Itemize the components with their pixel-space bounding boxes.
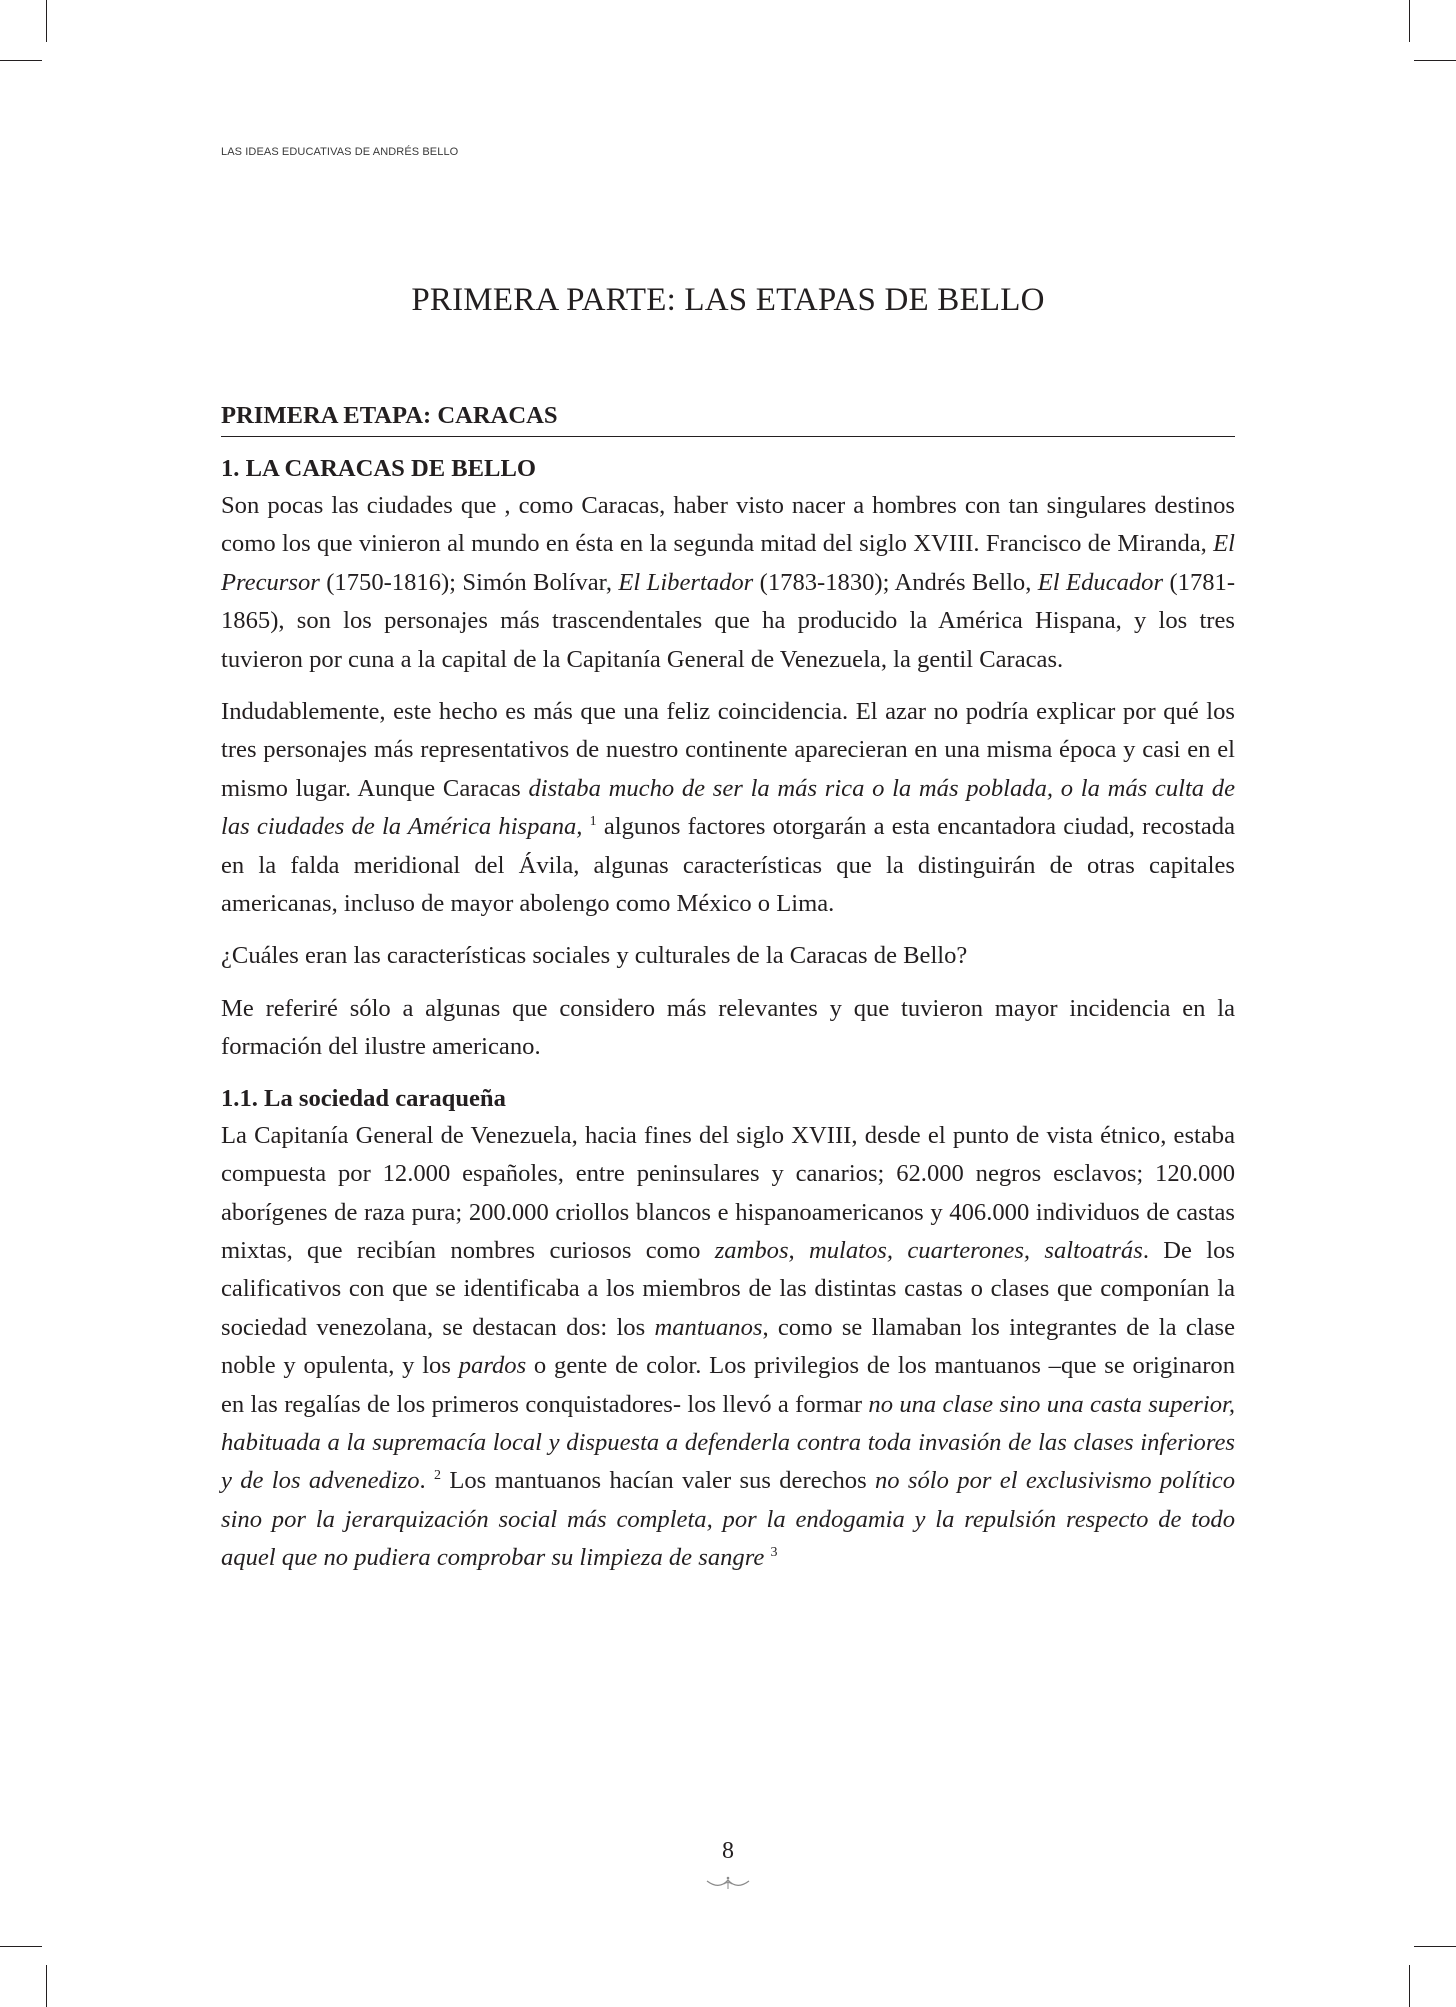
paragraph: La Capitanía General de Venezuela, hacia fines del siglo XVIII, desde el punto de vista étnico, estaba compuesta por 12.000 españoles, entre peninsulares y canarios; 62.000 negros esclavos; 120.000 aborígenes de raza pura; 200.000 criollos blancos e hispanoamericanos y 406.000 individuos de castas mixtas, que recibían nombres curiosos como zambos, mulatos, cuarterones, saltoatrás. De los calificativos con que se identificaba a los miembros de las distintas castas o clases que componían la sociedad venezolana, se destacan dos: los mantuanos, como se llamaban los integrantes de la clase noble y opulenta, y los pardos o gente de color. Los privilegios de los mantuanos –que se originaron en las regalías de los primeros conquistadores- los llevó a formar no una clase sino una casta superior, habituada a la supremacía local y dispuesta a defenderla contra toda invasión de las clases inferiores y de los advenedizo. $^2$ Los mantuanos hacían valer sus derechos no sólo por el exclusivismo político sino por la jerarquización social más completa, por la endogamia y la repulsión respecto de todo aquel que no pudiera comprobar su limpieza de sangre $^3$ <box>221 1121 1236 1572</box>
crop-mark <box>1414 60 1456 61</box>
flourish-ornament-icon <box>705 1875 751 1891</box>
paragraph: Indudablemente, este hecho es más que una feliz coincidencia. El azar no podría explicar por qué los tres personajes más representativos de nuestro continente aparecieran en una misma época y casi en el mismo lugar. Aunque Caracas distaba mucho de ser la más rica o la más poblada, o la más culta de las ciudades de la América hispana, $^1$ algunos factores otorgarán a esta encantadora ciudad, recostada en la falda meridional del Ávila, algunas características que la distinguirán de otras capitales americanas, incluso de mayor abolengo como México o Lima. <box>221 698 1236 918</box>
paragraph: Son pocas las ciudades que , como Caracas, haber visto nacer a hombres con tan singulares destinos como los que vinieron al mundo en ésta en la segunda mitad del siglo XVIII. Francisco de Miranda, El Precursor (1750-1816); Simón Bolívar, El Libertador (1783-1830); Andrés Bello, El Educador (1781-1865), son los personajes más trascendentales que ha producido la América Hispana, y los tres tuvieron por cuna a la capital de la Capitanía General de Venezuela, la gentil Caracas. <box>221 492 1236 673</box>
paragraph: Me referiré sólo a algunas que considero más relevantes y que tuvieron mayor incidencia en la formación del ilustre americano. <box>221 994 1235 1061</box>
crop-mark <box>1409 0 1410 42</box>
crop-mark <box>1414 1946 1456 1947</box>
footnote-ref: 2 <box>434 1468 441 1484</box>
etapa-heading: PRIMERA ETAPA: CARACAS <box>221 398 1235 437</box>
crop-mark <box>46 0 47 42</box>
crop-mark <box>1409 1965 1410 2007</box>
page-body <box>221 398 1235 1592</box>
paragraph: ¿Cuáles eran las características sociales y culturales de la Caracas de Bello? <box>221 942 968 970</box>
part-title: PRIMERA PARTE: LAS ETAPAS DE BELLO <box>411 282 1045 318</box>
footnote-ref: 1 <box>589 814 597 830</box>
footnote-ref: 3 <box>770 1545 778 1561</box>
section-heading: 1. LA CARACAS DE BELLO <box>221 455 536 482</box>
crop-mark <box>0 1946 42 1947</box>
running-header: LAS IDEAS EDUCATIVAS DE ANDRÉS BELLO <box>221 146 459 158</box>
crop-mark <box>46 1965 47 2007</box>
subsection-heading: 1.1. La sociedad caraqueña <box>221 1084 506 1112</box>
crop-mark <box>0 60 42 61</box>
page-number: 8 <box>722 1838 734 1864</box>
